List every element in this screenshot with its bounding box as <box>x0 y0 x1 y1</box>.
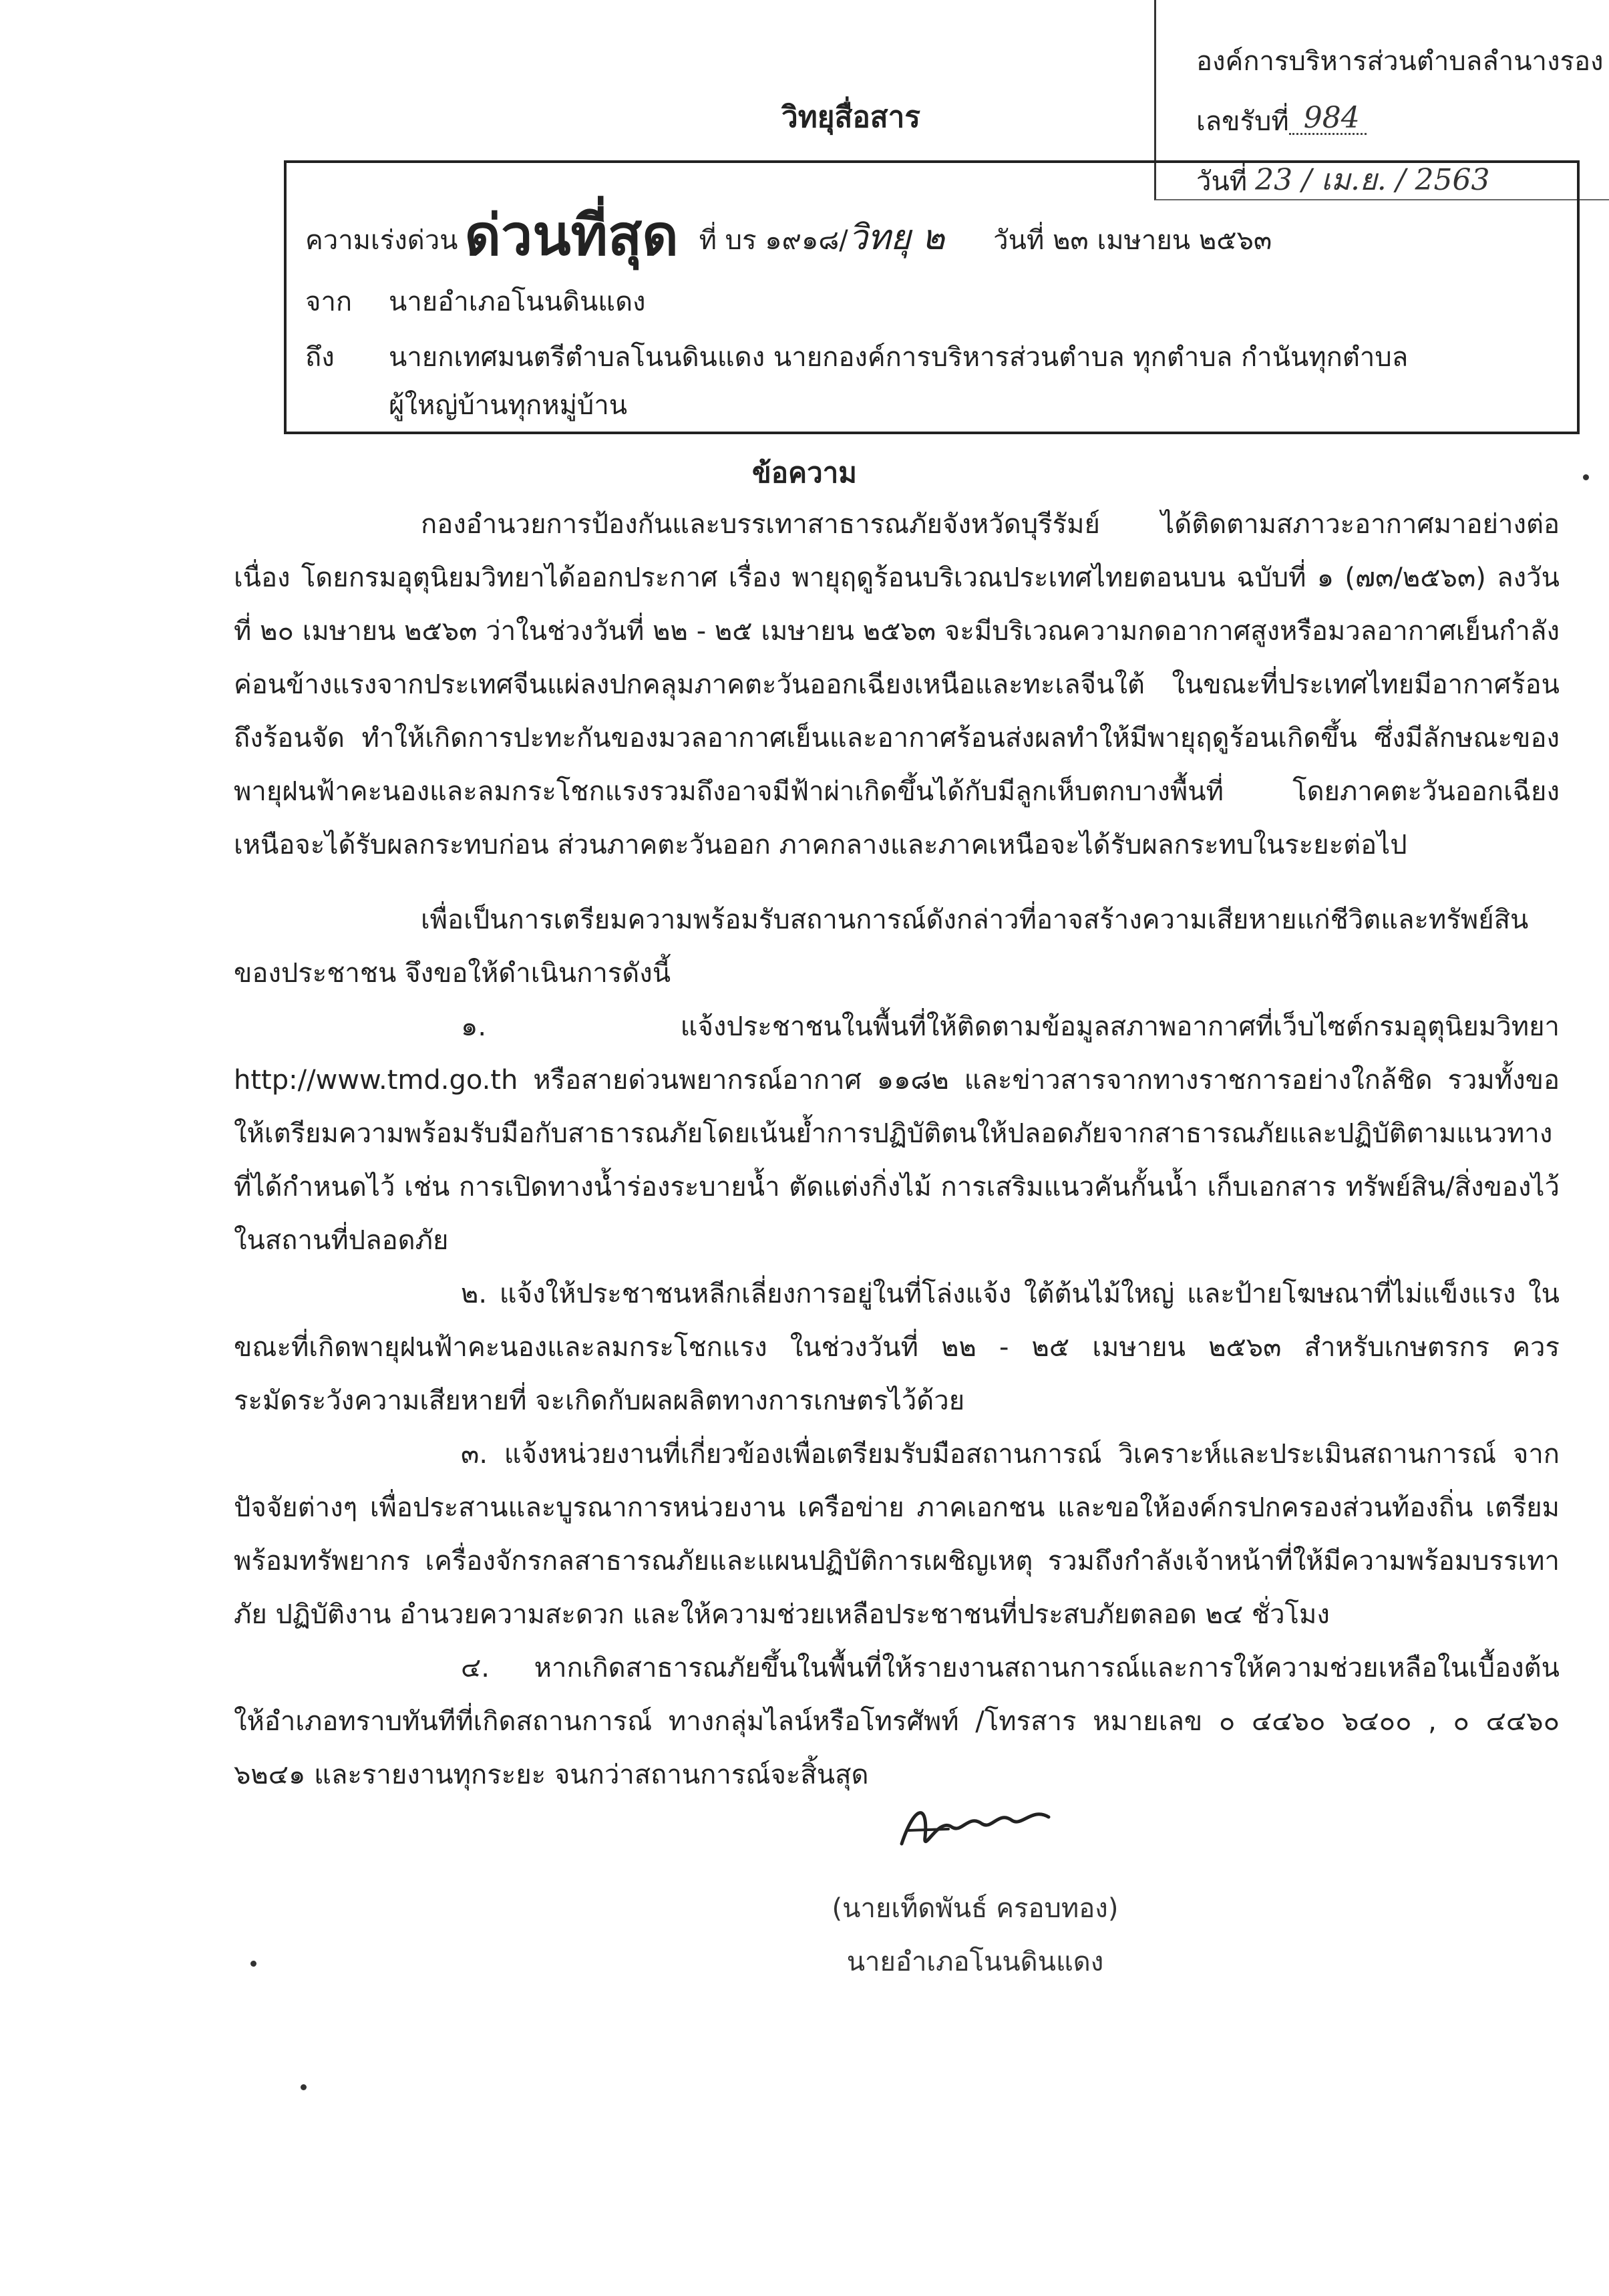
scan-speck <box>1583 474 1589 480</box>
signer-name: (นายเท็ดพันธ์ ครอบทอง) <box>832 1893 1119 1924</box>
ref-no: บร ๑๙๑๘/ <box>725 225 848 256</box>
date-label: วันที่ <box>993 225 1045 256</box>
header-box <box>284 160 1580 434</box>
date-value: ๒๓ เมษายน ๒๕๖๓ <box>1053 225 1272 256</box>
item-3: ๓. แจ้งหน่วยงานที่เกี่ยวข้องเพื่อเตรียมรับมือสถานการณ์ วิเคราะห์และประเมินสถานการณ์ จากปัจจัยต่างๆ เพื่อประสานและบูรณาการหน่วยงาน เครือข่าย ภาคเอกชน และขอให้องค์กรปกครองส่วนท้องถิ่น เตรียมพร้อมทรัพยากร เครื่องจักรกลสาธารณภัยและแผนปฏิบัติการเผชิญเหตุ รวมถึงกำลังเจ้าหน้าที่ให้มีความพร้อมบรรเทาภัย ปฏิบัติงาน อำนวยความสะดวก และให้ความช่วยเหลือประชาชนที่ประสบภัยตลอด ๒๔ ชั่วโมง <box>234 1439 1560 1630</box>
stamp-date-value: 23 / เม.ย. / 2563 <box>1255 163 1490 197</box>
scan-speck <box>301 2084 307 2090</box>
stamp-org: องค์การบริหารส่วนตำบลลำนางรอง <box>1196 46 1604 77</box>
paragraph-1: กองอำนวยการป้องกันและบรรเทาสาธารณภัยจังหวัดบุรีรัมย์ ได้ติดตามสภาวะอากาศมาอย่างต่อเนื่อง โดยกรมอุตุนิยมวิทยาได้ออกประกาศ เรื่อง พายุฤดูร้อนบริเวณประเทศไทยตอนบน ฉบับที่ ๑ (๗๓/๒๕๖๓) ลงวันที่ ๒๐ เมษายน ๒๕๖๓ ว่าในช่วงวันที่ ๒๒ - ๒๕ เมษายน ๒๕๖๓ จะมีบริเวณความกดอากาศสูงหรือมวลอากาศเย็นกำลังค่อนข้างแรงจากประเทศจีนแผ่ลงปกคลุมภาคตะวันออกเฉียงเหนือและทะเลจีนใต้ ในขณะที่ประเทศไทยมีอากาศร้อนถึงร้อนจัด ทำให้เกิดการปะทะกันของมวลอากาศเย็นและอากาศร้อนส่งผลทำให้มีพายุฤดูร้อนเกิดขึ้น ซึ่งมีลักษณะของพายุฝนฟ้าคะนองและลมกระโชกแรงรวมถึงอาจมีฟ้าผ่าเกิดขึ้นได้กับมีลูกเห็บตกบางพื้นที่ โดยภาคตะวันออกเฉียงเหนือจะได้รับผลกระทบก่อน ส่วนภาคตะวันออก ภาคกลางและภาคเหนือจะได้รับผลกระทบในระยะต่อไป <box>234 509 1560 860</box>
message-body <box>234 498 1560 1802</box>
to-value-line1: นายกเทศมนตรีตำบลโนนดินแดง นายกองค์การบริหารส่วนตำบล ทุกตำบล กำนันทุกตำบล <box>389 342 1409 373</box>
stamp-date-label: วันที่ <box>1196 166 1248 197</box>
ref-label: ที่ <box>699 225 717 256</box>
from-line <box>305 280 646 323</box>
to-value-line2: ผู้ใหญ่บ้านทุกหมู่บ้าน <box>389 390 628 421</box>
from-label: จาก <box>305 287 353 317</box>
item-4: ๔. หากเกิดสาธารณภัยขึ้นในพื้นที่ให้รายงานสถานการณ์และการให้ความช่วยเหลือในเบื้องต้น ให้อำเภอทราบทันทีที่เกิดสถานการณ์ ทางกลุ่มไลน์หรือโทรศัพท์ /โทรสาร หมายเลข ๐ ๔๔๖๐ ๖๔๐๐ , ๐ ๔๔๖๐ ๖๒๔๑ และรายงานทุกระยะ จนกว่าสถานการณ์จะสิ้นสุด <box>234 1653 1560 1790</box>
to-label: ถึง <box>305 342 335 373</box>
urgency-value: ด่วนที่สุด <box>464 202 679 268</box>
item-2: ๒. แจ้งให้ประชาชนหลีกเลี่ยงการอยู่ในที่โล่งแจ้ง ใต้ต้นไม้ใหญ่ และป้ายโฆษณาที่ไม่แข็งแรง ในขณะที่เกิดพายุฝนฟ้าคะนองและลมกระโชกแรง ในช่วงวันที่ ๒๒ - ๒๕ เมษายน ๒๕๖๓ สำหรับเกษตรกร ควรระมัดระวังความเสียหายที่ จะเกิดกับผลผลิตทางการเกษตรไว้ด้วย <box>234 1279 1560 1416</box>
document-heading: วิทยุสื่อสาร <box>781 100 920 134</box>
subject-heading: ข้อความ <box>752 456 857 489</box>
scan-speck <box>250 1961 256 1967</box>
stamp-receipt-no: 984 <box>1303 101 1360 135</box>
stamp-receipt-label: เลขรับที่ <box>1196 106 1289 137</box>
signature-block <box>801 1790 1149 1989</box>
handwritten-signature <box>888 1790 1062 1864</box>
paragraph-2: เพื่อเป็นการเตรียมความพร้อมรับสถานการณ์ดังกล่าวที่อาจสร้างความเสียหายแก่ชีวิตและทรัพย์สิน ของประชาชน จึงขอให้ดำเนินการดังนี้ <box>234 905 1529 989</box>
signer-position: นายอำเภอโนนดินแดง <box>846 1947 1104 1977</box>
urgency-label: ความเร่งด่วน <box>305 225 458 256</box>
to-line <box>305 335 1408 378</box>
from-value: นายอำเภอโนนดินแดง <box>389 287 646 317</box>
item-1: ๑. แจ้งประชาชนในพื้นที่ให้ติดตามข้อมูลสภาพอากาศที่เว็บไซต์กรมอุตุนิยมวิทยา http://www.tmd.go.th หรือสายด่วนพยากรณ์อากาศ ๑๑๘๒ และข่าวสารจากทางราชการอย่างใกล้ชิด รวมทั้งขอให้เตรียมความพร้อมรับมือกับสาธารณภัยโดยเน้นย้ำการปฏิบัติตนให้ปลอดภัยจากสาธารณภัยและปฏิบัติตามแนวทางที่ได้กำหนดไว้ เช่น การเปิดทางน้ำร่องระบายน้ำ ตัดแต่งกิ่งไม้ การเสริมแนวคันกั้นน้ำ เก็บเอกสาร ทรัพย์สิน/สิ่งของไว้ในสถานที่ปลอดภัย <box>234 1011 1560 1256</box>
ref-handwritten: วิทยุ ๒ <box>848 218 945 258</box>
urgency-line <box>305 190 1272 279</box>
